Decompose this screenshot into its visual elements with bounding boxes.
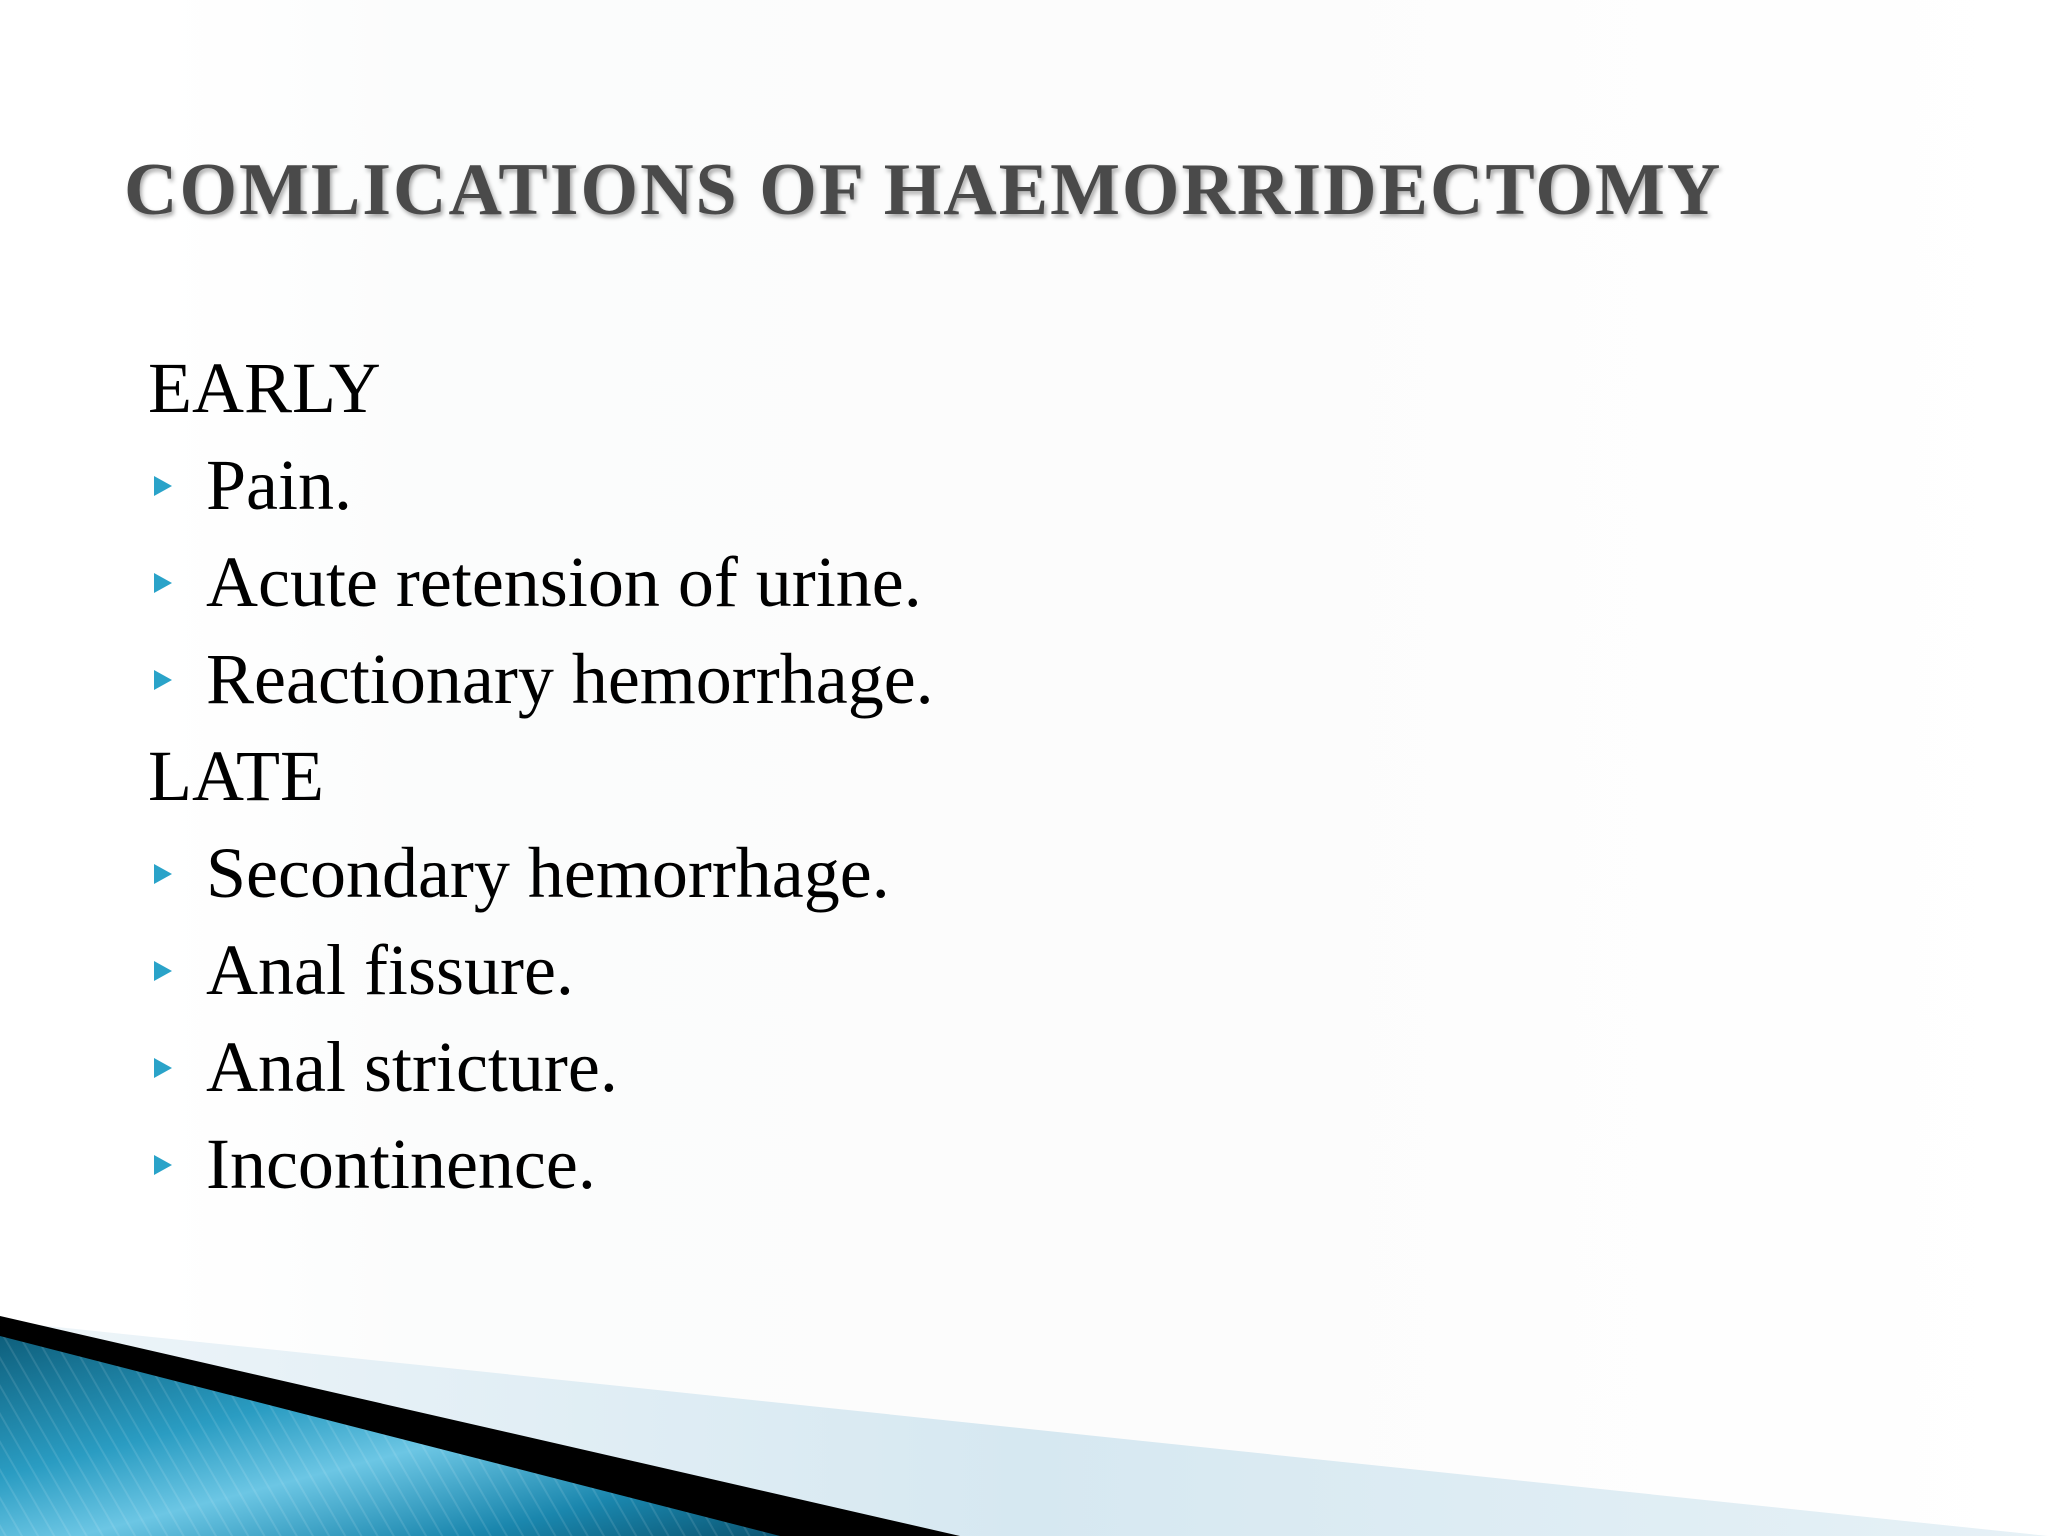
list-item-text: Pain.	[206, 445, 353, 525]
triangle-bullet-icon	[154, 573, 172, 593]
list-item	[148, 1019, 934, 1116]
list-item-text: Acute retension of urine.	[206, 542, 922, 622]
list-item-text: Anal fissure.	[206, 930, 574, 1010]
section-heading-early: EARLY	[148, 348, 381, 428]
section-heading-late: LATE	[148, 736, 324, 816]
list-item-text: Secondary hemorrhage.	[206, 833, 890, 913]
triangle-bullet-icon	[154, 670, 172, 690]
triangle-bullet-icon	[154, 864, 172, 884]
list-item-text: Reactionary hemorrhage.	[206, 639, 934, 719]
list-item	[148, 631, 934, 728]
list-item	[148, 534, 934, 631]
list-item-text: Incontinence.	[206, 1124, 596, 1204]
list-item	[148, 1116, 934, 1213]
triangle-bullet-icon	[154, 476, 172, 496]
slide-body	[148, 340, 934, 1213]
triangle-bullet-icon	[154, 1058, 172, 1078]
list-item	[148, 437, 934, 534]
list-item-text: Anal stricture.	[206, 1027, 618, 1107]
footer-decoration	[0, 1276, 2048, 1536]
list-item	[148, 922, 934, 1019]
triangle-bullet-icon	[154, 1155, 172, 1175]
triangle-bullet-icon	[154, 961, 172, 981]
list-item	[148, 825, 934, 922]
slide-title: COMLICATIONS OF HAEMORRIDECTOMY	[124, 149, 1723, 231]
